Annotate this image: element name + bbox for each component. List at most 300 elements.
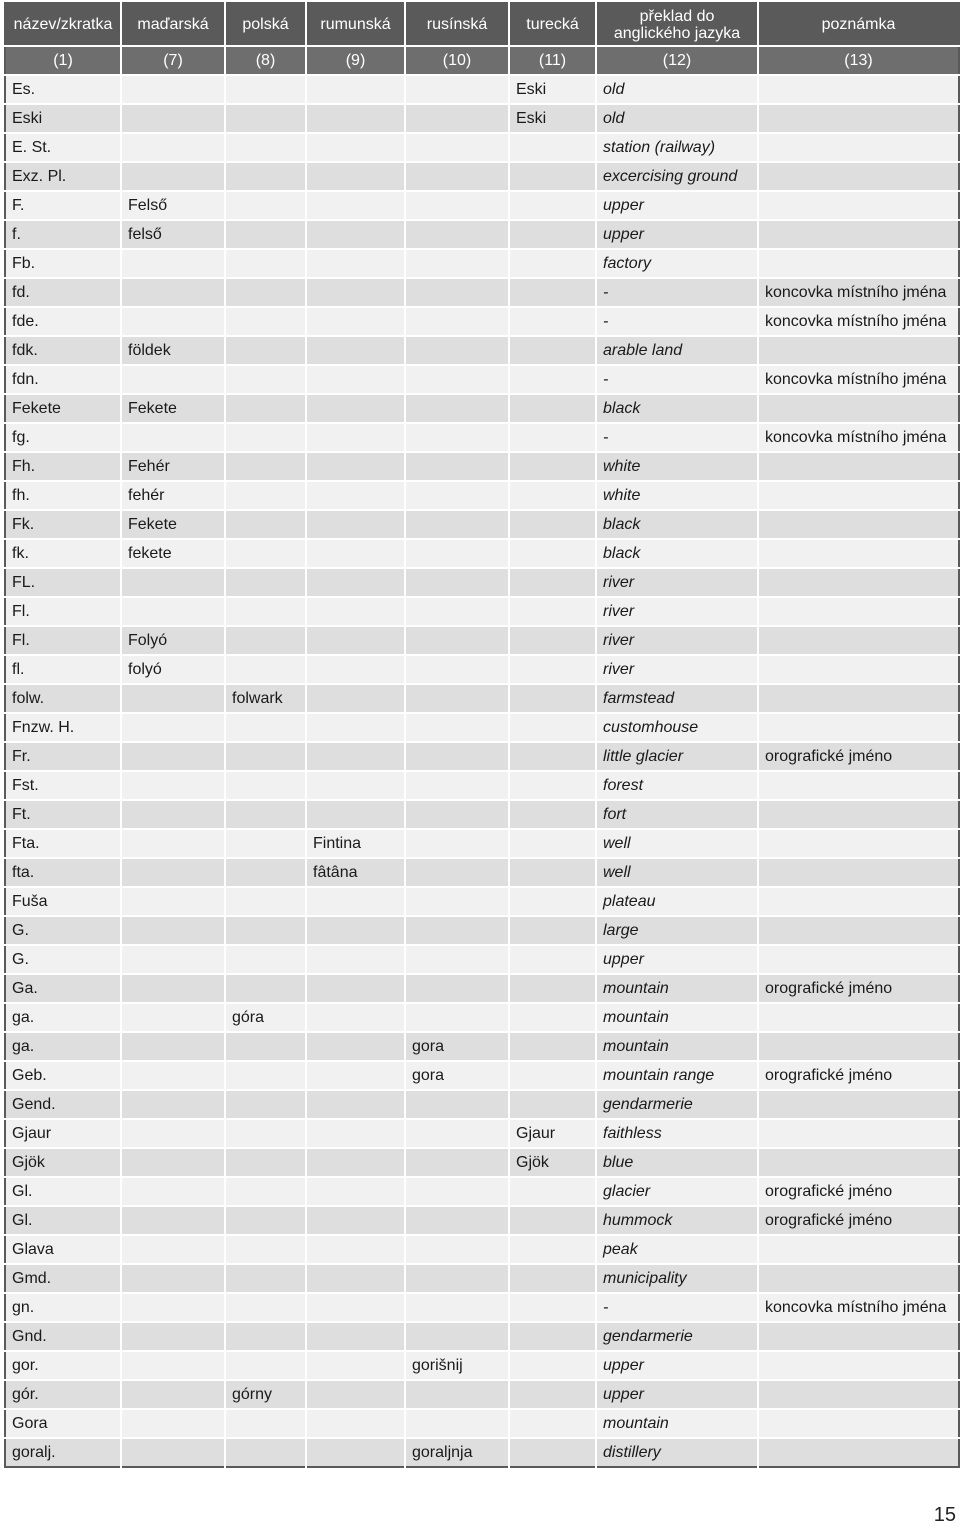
- cell-turkish: [509, 510, 596, 539]
- cell-rusyn: [405, 887, 509, 916]
- cell-rusyn: [405, 1119, 509, 1148]
- cell-abbreviation: Exz. Pl.: [5, 162, 121, 191]
- cell-note: koncovka místního jména: [758, 365, 959, 394]
- table-row: [5, 742, 959, 771]
- column-header-polish: polská: [225, 3, 306, 46]
- cell-turkish: [509, 191, 596, 220]
- cell-hungarian: fekete: [121, 539, 225, 568]
- cell-rusyn: goraljnja: [405, 1438, 509, 1467]
- table-row: [5, 1090, 959, 1119]
- cell-rusyn: [405, 771, 509, 800]
- cell-note: [758, 75, 959, 104]
- cell-rusyn: [405, 945, 509, 974]
- table-row: [5, 481, 959, 510]
- table-row: [5, 626, 959, 655]
- cell-hungarian: [121, 1003, 225, 1032]
- cell-abbreviation: folw.: [5, 684, 121, 713]
- cell-rusyn: [405, 1380, 509, 1409]
- cell-rusyn: [405, 1409, 509, 1438]
- cell-rusyn: [405, 162, 509, 191]
- cell-note: [758, 1235, 959, 1264]
- cell-hungarian: folyó: [121, 655, 225, 684]
- cell-rusyn: gorišnij: [405, 1351, 509, 1380]
- cell-turkish: [509, 307, 596, 336]
- cell-romanian: [306, 278, 405, 307]
- cell-polish: [225, 1119, 306, 1148]
- cell-english: river: [596, 655, 758, 684]
- cell-polish: [225, 452, 306, 481]
- cell-hungarian: Fekete: [121, 394, 225, 423]
- cell-english: well: [596, 858, 758, 887]
- cell-note: [758, 1351, 959, 1380]
- cell-abbreviation: FL.: [5, 568, 121, 597]
- cell-note: [758, 336, 959, 365]
- cell-hungarian: [121, 597, 225, 626]
- cell-abbreviation: Gl.: [5, 1177, 121, 1206]
- cell-english: well: [596, 829, 758, 858]
- cell-note: [758, 829, 959, 858]
- cell-rusyn: [405, 278, 509, 307]
- cell-english: fort: [596, 800, 758, 829]
- cell-rusyn: [405, 1293, 509, 1322]
- cell-note: [758, 771, 959, 800]
- cell-english: river: [596, 626, 758, 655]
- cell-polish: [225, 1177, 306, 1206]
- cell-english: -: [596, 423, 758, 452]
- table-row: [5, 684, 959, 713]
- cell-abbreviation: fde.: [5, 307, 121, 336]
- cell-romanian: [306, 481, 405, 510]
- cell-romanian: [306, 626, 405, 655]
- cell-note: orografické jméno: [758, 1206, 959, 1235]
- cell-romanian: [306, 1438, 405, 1467]
- cell-english: white: [596, 452, 758, 481]
- cell-turkish: [509, 336, 596, 365]
- cell-hungarian: Fekete: [121, 510, 225, 539]
- cell-abbreviation: gn.: [5, 1293, 121, 1322]
- cell-polish: [225, 916, 306, 945]
- cell-english: river: [596, 597, 758, 626]
- cell-hungarian: [121, 1148, 225, 1177]
- cell-note: [758, 162, 959, 191]
- cell-abbreviation: Gl.: [5, 1206, 121, 1235]
- cell-english: mountain: [596, 1003, 758, 1032]
- cell-turkish: [509, 1380, 596, 1409]
- cell-rusyn: [405, 104, 509, 133]
- cell-polish: [225, 1351, 306, 1380]
- cell-abbreviation: Ga.: [5, 974, 121, 1003]
- cell-hungarian: [121, 307, 225, 336]
- cell-hungarian: [121, 1090, 225, 1119]
- cell-note: [758, 684, 959, 713]
- cell-note: [758, 394, 959, 423]
- cell-rusyn: [405, 423, 509, 452]
- cell-turkish: [509, 481, 596, 510]
- cell-hungarian: fehér: [121, 481, 225, 510]
- cell-english: old: [596, 75, 758, 104]
- column-header-hungarian: maďarská: [121, 3, 225, 46]
- cell-hungarian: [121, 1380, 225, 1409]
- cell-english: upper: [596, 1380, 758, 1409]
- cell-note: orografické jméno: [758, 974, 959, 1003]
- cell-polish: [225, 481, 306, 510]
- table-row: [5, 713, 959, 742]
- table-row: [5, 597, 959, 626]
- cell-abbreviation: fl.: [5, 655, 121, 684]
- cell-rusyn: [405, 75, 509, 104]
- cell-hungarian: [121, 742, 225, 771]
- cell-turkish: [509, 1409, 596, 1438]
- cell-romanian: [306, 510, 405, 539]
- cell-note: orografické jméno: [758, 742, 959, 771]
- cell-romanian: [306, 452, 405, 481]
- cell-romanian: [306, 1090, 405, 1119]
- cell-hungarian: [121, 1351, 225, 1380]
- cell-turkish: [509, 655, 596, 684]
- cell-english: municipality: [596, 1264, 758, 1293]
- table-row: [5, 104, 959, 133]
- cell-hungarian: [121, 1322, 225, 1351]
- cell-abbreviation: Gnd.: [5, 1322, 121, 1351]
- cell-rusyn: [405, 858, 509, 887]
- cell-romanian: [306, 684, 405, 713]
- cell-note: [758, 800, 959, 829]
- cell-english: peak: [596, 1235, 758, 1264]
- header-row: [5, 3, 959, 46]
- table-row: [5, 945, 959, 974]
- cell-romanian: [306, 423, 405, 452]
- cell-abbreviation: Gjök: [5, 1148, 121, 1177]
- cell-hungarian: felső: [121, 220, 225, 249]
- cell-abbreviation: Gjaur: [5, 1119, 121, 1148]
- cell-english: mountain: [596, 1032, 758, 1061]
- table-row: [5, 510, 959, 539]
- cell-romanian: [306, 365, 405, 394]
- table-row: [5, 1235, 959, 1264]
- column-number-polish: (8): [225, 46, 306, 75]
- cell-turkish: [509, 1061, 596, 1090]
- cell-polish: [225, 1148, 306, 1177]
- cell-turkish: [509, 1003, 596, 1032]
- cell-romanian: [306, 1061, 405, 1090]
- cell-turkish: [509, 713, 596, 742]
- cell-hungarian: [121, 887, 225, 916]
- cell-polish: [225, 858, 306, 887]
- cell-hungarian: [121, 1119, 225, 1148]
- cell-hungarian: [121, 133, 225, 162]
- cell-turkish: [509, 974, 596, 1003]
- cell-note: [758, 481, 959, 510]
- table-row: [5, 858, 959, 887]
- cell-abbreviation: fdn.: [5, 365, 121, 394]
- cell-polish: [225, 1293, 306, 1322]
- cell-romanian: [306, 887, 405, 916]
- column-header-abbreviation: název/zkratka: [5, 3, 121, 46]
- cell-polish: [225, 1264, 306, 1293]
- column-header-romanian: rumunská: [306, 3, 405, 46]
- cell-note: [758, 597, 959, 626]
- cell-note: [758, 1380, 959, 1409]
- cell-hungarian: [121, 1264, 225, 1293]
- cell-abbreviation: Fr.: [5, 742, 121, 771]
- cell-polish: [225, 191, 306, 220]
- cell-turkish: [509, 829, 596, 858]
- cell-turkish: [509, 394, 596, 423]
- cell-abbreviation: Gora: [5, 1409, 121, 1438]
- cell-note: [758, 1003, 959, 1032]
- cell-polish: góra: [225, 1003, 306, 1032]
- cell-romanian: Fintina: [306, 829, 405, 858]
- cell-abbreviation: Fnzw. H.: [5, 713, 121, 742]
- cell-note: [758, 1322, 959, 1351]
- cell-rusyn: [405, 597, 509, 626]
- cell-turkish: [509, 1264, 596, 1293]
- cell-note: [758, 539, 959, 568]
- cell-turkish: [509, 1293, 596, 1322]
- cell-hungarian: [121, 365, 225, 394]
- cell-rusyn: [405, 336, 509, 365]
- cell-rusyn: [405, 539, 509, 568]
- cell-polish: górny: [225, 1380, 306, 1409]
- cell-polish: [225, 336, 306, 365]
- cell-english: excercising ground: [596, 162, 758, 191]
- abbreviation-table: [4, 2, 960, 1468]
- cell-abbreviation: Gend.: [5, 1090, 121, 1119]
- cell-polish: [225, 974, 306, 1003]
- cell-hungarian: [121, 800, 225, 829]
- cell-abbreviation: E. St.: [5, 133, 121, 162]
- cell-romanian: [306, 974, 405, 1003]
- cell-english: black: [596, 394, 758, 423]
- cell-polish: [225, 1235, 306, 1264]
- cell-polish: [225, 1206, 306, 1235]
- cell-hungarian: [121, 771, 225, 800]
- cell-hungarian: [121, 1032, 225, 1061]
- cell-note: [758, 191, 959, 220]
- cell-hungarian: [121, 713, 225, 742]
- cell-hungarian: [121, 1177, 225, 1206]
- cell-turkish: [509, 249, 596, 278]
- cell-polish: [225, 626, 306, 655]
- cell-romanian: [306, 713, 405, 742]
- cell-polish: [225, 249, 306, 278]
- cell-romanian: [306, 394, 405, 423]
- cell-hungarian: [121, 858, 225, 887]
- cell-turkish: [509, 597, 596, 626]
- cell-note: [758, 887, 959, 916]
- cell-turkish: [509, 742, 596, 771]
- cell-romanian: [306, 655, 405, 684]
- column-header-turkish: turecká: [509, 3, 596, 46]
- table-row: [5, 452, 959, 481]
- cell-romanian: [306, 104, 405, 133]
- cell-rusyn: [405, 1235, 509, 1264]
- table-row: [5, 336, 959, 365]
- cell-abbreviation: Fh.: [5, 452, 121, 481]
- cell-abbreviation: Geb.: [5, 1061, 121, 1090]
- cell-rusyn: [405, 1148, 509, 1177]
- table-row: [5, 829, 959, 858]
- table-row: [5, 1438, 959, 1467]
- cell-english: customhouse: [596, 713, 758, 742]
- table-row: [5, 1322, 959, 1351]
- cell-hungarian: [121, 1061, 225, 1090]
- cell-abbreviation: fg.: [5, 423, 121, 452]
- cell-rusyn: [405, 1264, 509, 1293]
- cell-rusyn: gora: [405, 1061, 509, 1090]
- column-header-english: překlad do anglického jazyka: [596, 3, 758, 46]
- column-number-english: (12): [596, 46, 758, 75]
- cell-note: [758, 1264, 959, 1293]
- cell-abbreviation: Fl.: [5, 597, 121, 626]
- cell-romanian: [306, 1003, 405, 1032]
- cell-romanian: [306, 1032, 405, 1061]
- table-row: [5, 220, 959, 249]
- cell-hungarian: [121, 974, 225, 1003]
- cell-hungarian: Fehér: [121, 452, 225, 481]
- cell-turkish: [509, 423, 596, 452]
- cell-note: [758, 568, 959, 597]
- cell-abbreviation: G.: [5, 916, 121, 945]
- cell-romanian: [306, 1235, 405, 1264]
- cell-romanian: [306, 75, 405, 104]
- cell-note: koncovka místního jména: [758, 278, 959, 307]
- cell-rusyn: [405, 1003, 509, 1032]
- cell-romanian: [306, 1119, 405, 1148]
- cell-rusyn: [405, 713, 509, 742]
- cell-romanian: [306, 1322, 405, 1351]
- cell-turkish: [509, 1351, 596, 1380]
- table-row: [5, 278, 959, 307]
- cell-english: white: [596, 481, 758, 510]
- cell-english: upper: [596, 945, 758, 974]
- cell-english: distillery: [596, 1438, 758, 1467]
- cell-romanian: [306, 742, 405, 771]
- cell-hungarian: [121, 829, 225, 858]
- cell-english: river: [596, 568, 758, 597]
- cell-polish: [225, 1061, 306, 1090]
- cell-english: hummock: [596, 1206, 758, 1235]
- cell-english: -: [596, 278, 758, 307]
- cell-abbreviation: ga.: [5, 1003, 121, 1032]
- cell-romanian: [306, 1380, 405, 1409]
- cell-turkish: [509, 945, 596, 974]
- cell-turkish: [509, 626, 596, 655]
- cell-turkish: [509, 858, 596, 887]
- cell-english: upper: [596, 1351, 758, 1380]
- cell-turkish: [509, 1235, 596, 1264]
- cell-romanian: [306, 771, 405, 800]
- cell-english: -: [596, 307, 758, 336]
- cell-english: mountain range: [596, 1061, 758, 1090]
- cell-note: koncovka místního jména: [758, 1293, 959, 1322]
- cell-polish: [225, 771, 306, 800]
- cell-romanian: [306, 133, 405, 162]
- cell-abbreviation: Fb.: [5, 249, 121, 278]
- cell-english: upper: [596, 191, 758, 220]
- cell-romanian: [306, 1351, 405, 1380]
- cell-hungarian: [121, 162, 225, 191]
- cell-turkish: [509, 220, 596, 249]
- cell-romanian: [306, 539, 405, 568]
- cell-turkish: [509, 800, 596, 829]
- table-row: [5, 1409, 959, 1438]
- column-number-note: (13): [758, 46, 959, 75]
- cell-polish: [225, 1032, 306, 1061]
- cell-note: [758, 1119, 959, 1148]
- cell-english: station (railway): [596, 133, 758, 162]
- cell-note: [758, 249, 959, 278]
- table-row: [5, 249, 959, 278]
- cell-english: old: [596, 104, 758, 133]
- cell-polish: [225, 162, 306, 191]
- cell-polish: folwark: [225, 684, 306, 713]
- cell-romanian: [306, 916, 405, 945]
- cell-english: farmstead: [596, 684, 758, 713]
- cell-romanian: fâtâna: [306, 858, 405, 887]
- cell-note: [758, 713, 959, 742]
- cell-abbreviation: Fta.: [5, 829, 121, 858]
- cell-english: black: [596, 510, 758, 539]
- table-row: [5, 1032, 959, 1061]
- cell-note: [758, 104, 959, 133]
- cell-polish: [225, 829, 306, 858]
- cell-note: [758, 945, 959, 974]
- table-row: [5, 655, 959, 684]
- cell-romanian: [306, 307, 405, 336]
- cell-rusyn: [405, 655, 509, 684]
- cell-english: blue: [596, 1148, 758, 1177]
- cell-english: black: [596, 539, 758, 568]
- cell-abbreviation: fk.: [5, 539, 121, 568]
- cell-turkish: Eski: [509, 75, 596, 104]
- cell-polish: [225, 800, 306, 829]
- table-row: [5, 1003, 959, 1032]
- cell-note: [758, 916, 959, 945]
- cell-abbreviation: Es.: [5, 75, 121, 104]
- cell-note: [758, 220, 959, 249]
- table-row: [5, 1264, 959, 1293]
- cell-english: glacier: [596, 1177, 758, 1206]
- cell-turkish: Gjök: [509, 1148, 596, 1177]
- cell-rusyn: [405, 1090, 509, 1119]
- cell-romanian: [306, 597, 405, 626]
- cell-turkish: [509, 133, 596, 162]
- table-row: [5, 771, 959, 800]
- cell-hungarian: földek: [121, 336, 225, 365]
- table-row: [5, 1119, 959, 1148]
- cell-turkish: [509, 568, 596, 597]
- cell-rusyn: [405, 394, 509, 423]
- cell-hungarian: [121, 249, 225, 278]
- cell-turkish: [509, 916, 596, 945]
- cell-rusyn: [405, 626, 509, 655]
- cell-note: [758, 1090, 959, 1119]
- cell-polish: [225, 568, 306, 597]
- cell-hungarian: [121, 684, 225, 713]
- table-row: [5, 75, 959, 104]
- cell-abbreviation: f.: [5, 220, 121, 249]
- cell-turkish: [509, 771, 596, 800]
- cell-romanian: [306, 249, 405, 278]
- cell-romanian: [306, 945, 405, 974]
- cell-turkish: [509, 278, 596, 307]
- cell-rusyn: [405, 916, 509, 945]
- table-row: [5, 162, 959, 191]
- table-row: [5, 133, 959, 162]
- cell-note: koncovka místního jména: [758, 307, 959, 336]
- column-number-romanian: (9): [306, 46, 405, 75]
